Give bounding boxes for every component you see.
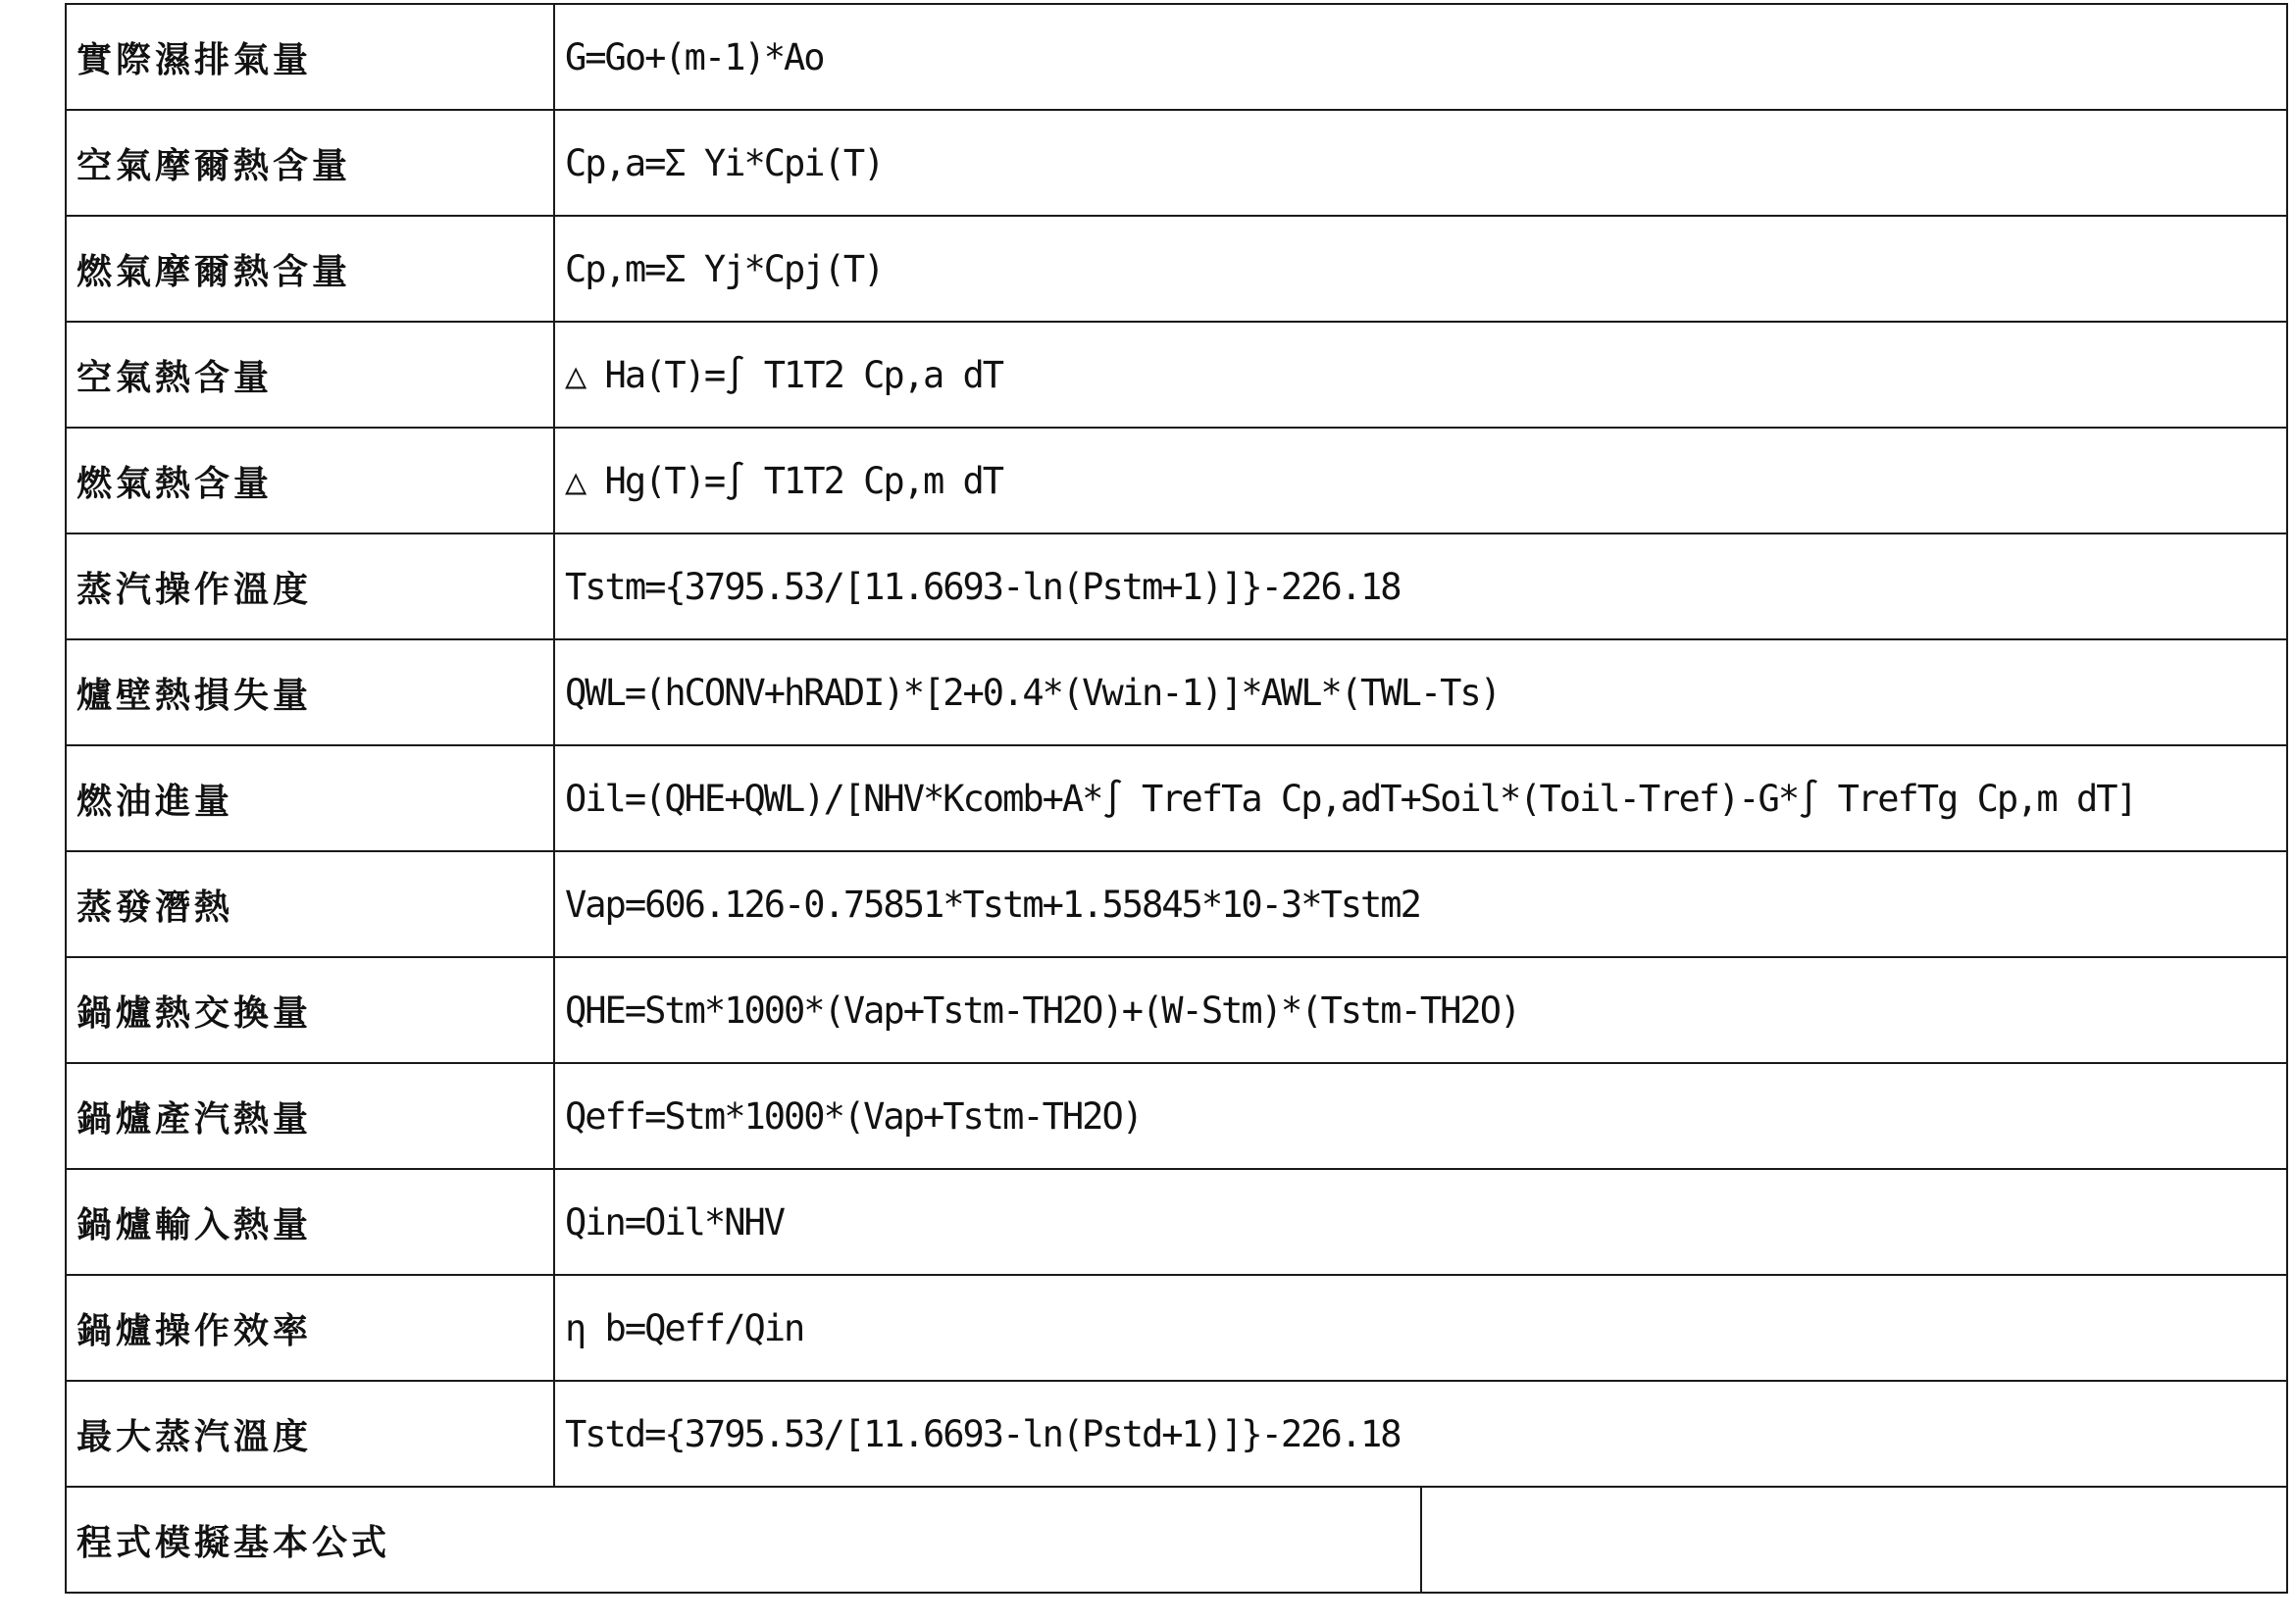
- row-formula: △ Hg(T)=∫ T1T2 Cp,m dT: [554, 428, 2287, 533]
- table-row: [66, 957, 2287, 1063]
- row-label: 燃氣摩爾熱含量: [66, 216, 554, 322]
- row-label: 鍋爐操作效率: [66, 1275, 554, 1381]
- table-row: [66, 533, 2287, 639]
- row-label: 燃氣熱含量: [66, 428, 554, 533]
- row-formula: Qin=Oil*NHV: [554, 1169, 2287, 1275]
- row-formula: Cp,a=Σ Yi*Cpi(T): [554, 110, 2287, 216]
- table-row: [66, 1169, 2287, 1275]
- row-formula: Oil=(QHE+QWL)/[NHV*Kcomb+A*∫ TrefTa Cp,adT+Soil*(Toil-Tref)-G*∫ TrefTg Cp,m dT]: [554, 745, 2287, 851]
- row-formula: η b=Qeff/Qin: [554, 1275, 2287, 1381]
- row-label: 最大蒸汽溫度: [66, 1381, 554, 1487]
- row-label: 鍋爐輸入熱量: [66, 1169, 554, 1275]
- row-label: 鍋爐熱交換量: [66, 957, 554, 1063]
- row-formula: Tstd={3795.53/[11.6693-ln(Pstd+1)]}-226.18: [554, 1381, 2287, 1487]
- row-formula: Cp,m=Σ Yj*Cpj(T): [554, 216, 2287, 322]
- table-row: [66, 851, 2287, 957]
- row-formula: Vap=606.126-0.75851*Tstm+1.55845*10-3*Tstm2: [554, 851, 2287, 957]
- blank-cell: [1421, 1487, 2288, 1593]
- row-label: 空氣摩爾熱含量: [66, 110, 554, 216]
- row-label: 燃油進量: [66, 745, 554, 851]
- table-row: [66, 1063, 2287, 1169]
- table-caption: 程式模擬基本公式: [66, 1487, 1421, 1593]
- table-row: [66, 322, 2287, 428]
- table-row: [66, 745, 2287, 851]
- row-label: 蒸汽操作溫度: [66, 533, 554, 639]
- table-row: [66, 639, 2287, 745]
- formula-sheet: [65, 3, 2288, 1624]
- row-formula: G=Go+(m-1)*Ao: [554, 4, 2287, 110]
- table-row: [66, 4, 2287, 110]
- table-row: [66, 428, 2287, 533]
- row-label: 空氣熱含量: [66, 322, 554, 428]
- row-label: 爐壁熱損失量: [66, 639, 554, 745]
- row-formula: QWL=(hCONV+hRADI)*[2+0.4*(Vwin-1)]*AWL*(TWL-Ts): [554, 639, 2287, 745]
- formula-table: [65, 3, 2288, 1594]
- row-formula: QHE=Stm*1000*(Vap+Tstm-TH2O)+(W-Stm)*(Tstm-TH2O): [554, 957, 2287, 1063]
- table-row: [66, 110, 2287, 216]
- table-row: [66, 1381, 2287, 1487]
- row-label: 蒸發潛熱: [66, 851, 554, 957]
- table-row: [66, 216, 2287, 322]
- row-label: 實際濕排氣量: [66, 4, 554, 110]
- row-label: 鍋爐產汽熱量: [66, 1063, 554, 1169]
- table-footer-row: [66, 1487, 2287, 1593]
- row-formula: △ Ha(T)=∫ T1T2 Cp,a dT: [554, 322, 2287, 428]
- row-formula: Tstm={3795.53/[11.6693-ln(Pstm+1)]}-226.18: [554, 533, 2287, 639]
- table-row: [66, 1275, 2287, 1381]
- row-formula: Qeff=Stm*1000*(Vap+Tstm-TH2O): [554, 1063, 2287, 1169]
